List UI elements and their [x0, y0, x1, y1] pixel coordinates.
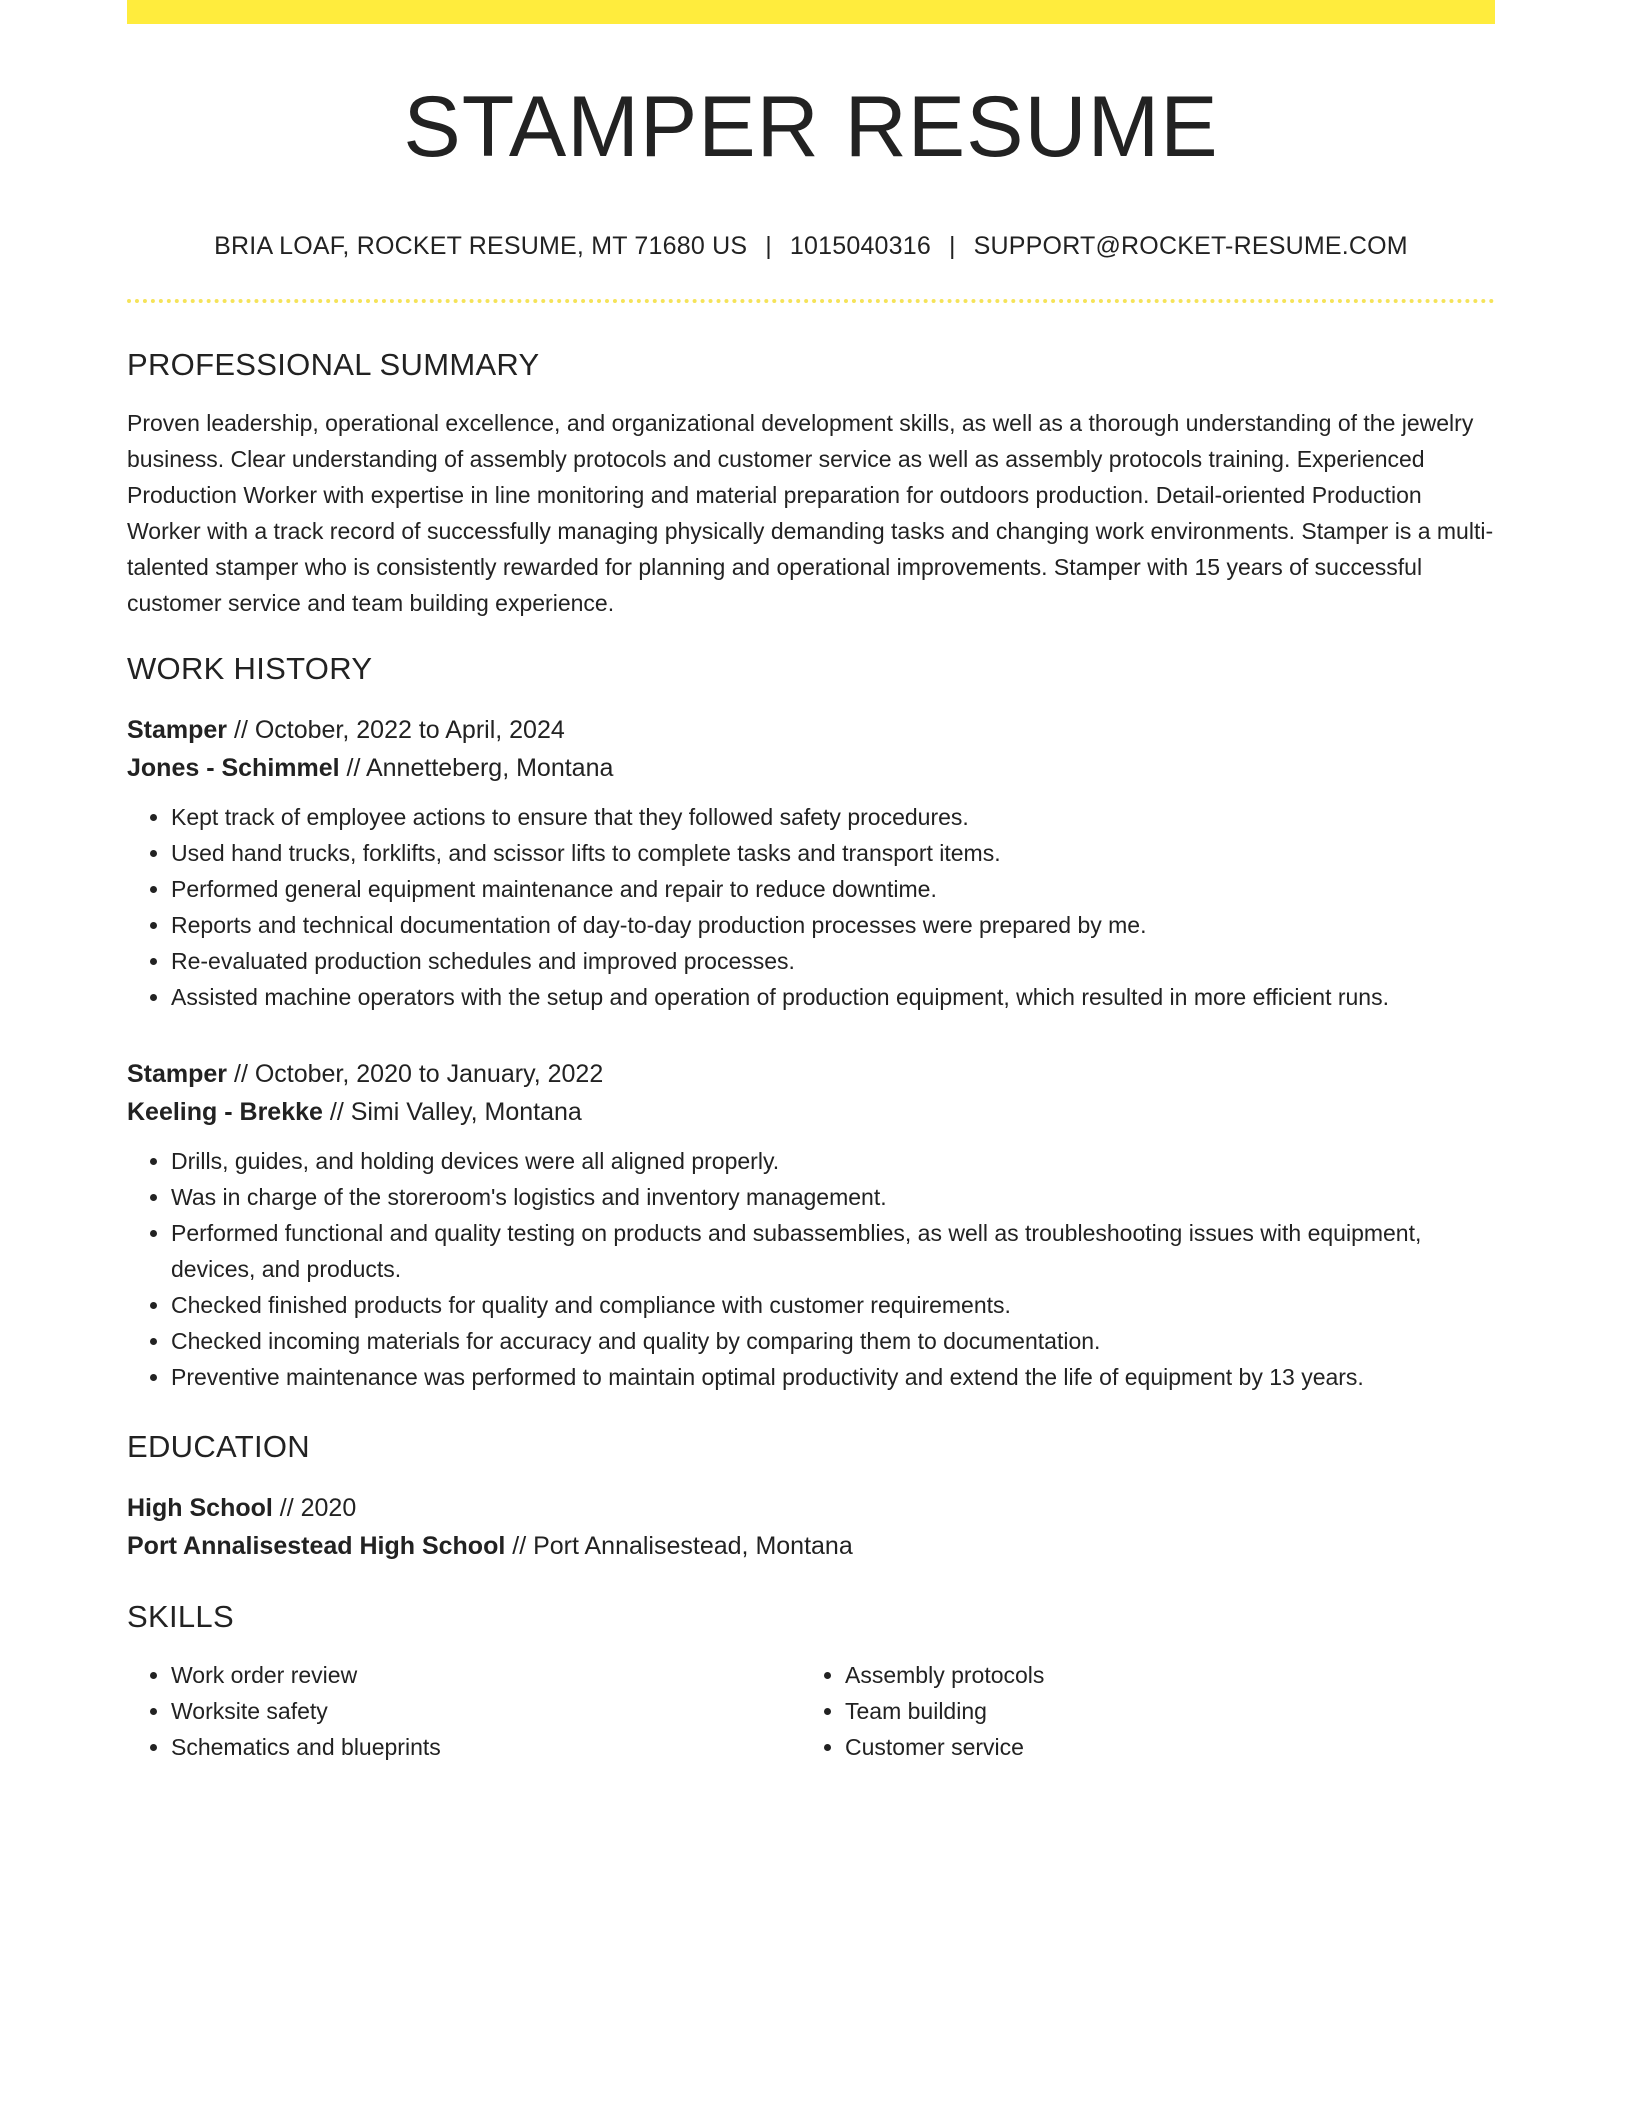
resume-page: [127, 0, 1495, 1765]
education-degree: High School: [127, 1494, 273, 1522]
job-dates: // October, 2022 to April, 2024: [227, 716, 565, 744]
education-degree-line: [127, 1489, 1495, 1527]
skill-item: • Work order review: [171, 1657, 801, 1693]
job-company-line: [127, 749, 1495, 787]
list-item: • Kept track of employee actions to ensure that they followed safety procedures.: [171, 799, 1495, 835]
list-item: • Re-evaluated production schedules and improved processes.: [171, 943, 1495, 979]
skill-item: • Customer service: [845, 1729, 1475, 1765]
job-entry: [127, 1055, 1495, 1395]
skill-item: • Team building: [845, 1693, 1475, 1729]
skills-column-right: [801, 1657, 1475, 1765]
job-entry: [127, 711, 1495, 1015]
list-item: • Drills, guides, and holding devices were all aligned properly.: [171, 1143, 1495, 1179]
list-item: • Assisted machine operators with the setup and operation of production equipment, which resulted in more efficient runs.: [171, 979, 1495, 1015]
accent-top-bar: [127, 0, 1495, 24]
contact-separator: |: [765, 232, 772, 260]
dotted-divider: [127, 299, 1495, 303]
contact-address: BRIA LOAF, ROCKET RESUME, MT 71680 US: [214, 232, 748, 260]
summary-text: Proven leadership, operational excellence, and organizational development skills, as well as a thorough understanding of the jewelry business. Clear understanding of assembly protocols and customer service as well as assembly protocols training. Experienced Production Worker with expertise in line monitoring and material preparation for outdoors production. Detail-oriented Production Worker with a track record of successfully managing physically demanding tasks and changing work environments. Stamper is a multi-talented stamper who is consistently rewarded for planning and operational improvements. Stamper with 15 years of successful customer service and team building experience.: [127, 410, 1494, 616]
skills-grid: [127, 1657, 1495, 1765]
skill-item: • Worksite safety: [171, 1693, 801, 1729]
job-location: // Annetteberg, Montana: [339, 754, 614, 782]
skill-item: • Assembly protocols: [845, 1657, 1475, 1693]
list-item: • Checked incoming materials for accuracy and quality by comparing them to documentation.: [171, 1323, 1495, 1359]
resume-title: STAMPER RESUME: [403, 79, 1219, 175]
education-entry: [127, 1489, 1495, 1565]
list-item: • Reports and technical documentation of day-to-day production processes were prepared by me.: [171, 907, 1495, 943]
education-heading: EDUCATION: [127, 1429, 310, 1464]
list-item: • Used hand trucks, forklifts, and scissor lifts to complete tasks and transport items.: [171, 835, 1495, 871]
list-item: • Was in charge of the storeroom's logistics and inventory management.: [171, 1179, 1495, 1215]
list-item: • Checked finished products for quality and compliance with customer requirements.: [171, 1287, 1495, 1323]
list-item: • Preventive maintenance was performed to maintain optimal productivity and extend the life of equipment by 13 years.: [171, 1359, 1495, 1395]
education-location: // Port Annalisestead, Montana: [505, 1532, 853, 1560]
job-role: Stamper: [127, 1060, 228, 1088]
job-role-line: [127, 711, 1495, 749]
education-school-line: [127, 1527, 1495, 1565]
job-company: Jones - Schimmel: [127, 754, 340, 782]
job-company-line: [127, 1093, 1495, 1131]
job-role-line: [127, 1055, 1495, 1093]
job-dates: // October, 2020 to January, 2022: [227, 1060, 604, 1088]
job-role: Stamper: [127, 716, 228, 744]
education-school: Port Annalisestead High School: [127, 1532, 506, 1560]
contact-email: SUPPORT@ROCKET-RESUME.COM: [973, 232, 1408, 260]
job-bullets: [127, 799, 1495, 1015]
skills-heading: SKILLS: [127, 1599, 234, 1634]
job-location: // Simi Valley, Montana: [322, 1098, 582, 1126]
job-company: Keeling - Brekke: [127, 1098, 323, 1126]
work-history-heading: WORK HISTORY: [127, 651, 373, 686]
skills-column-left: [127, 1657, 801, 1765]
contact-phone: 1015040316: [789, 232, 931, 260]
contact-line: [127, 232, 1495, 261]
contact-separator: |: [948, 232, 956, 260]
skill-item: • Schematics and blueprints: [171, 1729, 801, 1765]
list-item: • Performed functional and quality testing on products and subassemblies, as well as troubleshooting issues with equipment, devices, and products.: [171, 1215, 1495, 1287]
list-item: • Performed general equipment maintenance and repair to reduce downtime.: [171, 871, 1495, 907]
job-bullets: [127, 1143, 1495, 1395]
summary-heading: PROFESSIONAL SUMMARY: [127, 347, 540, 382]
education-year: // 2020: [272, 1494, 357, 1522]
